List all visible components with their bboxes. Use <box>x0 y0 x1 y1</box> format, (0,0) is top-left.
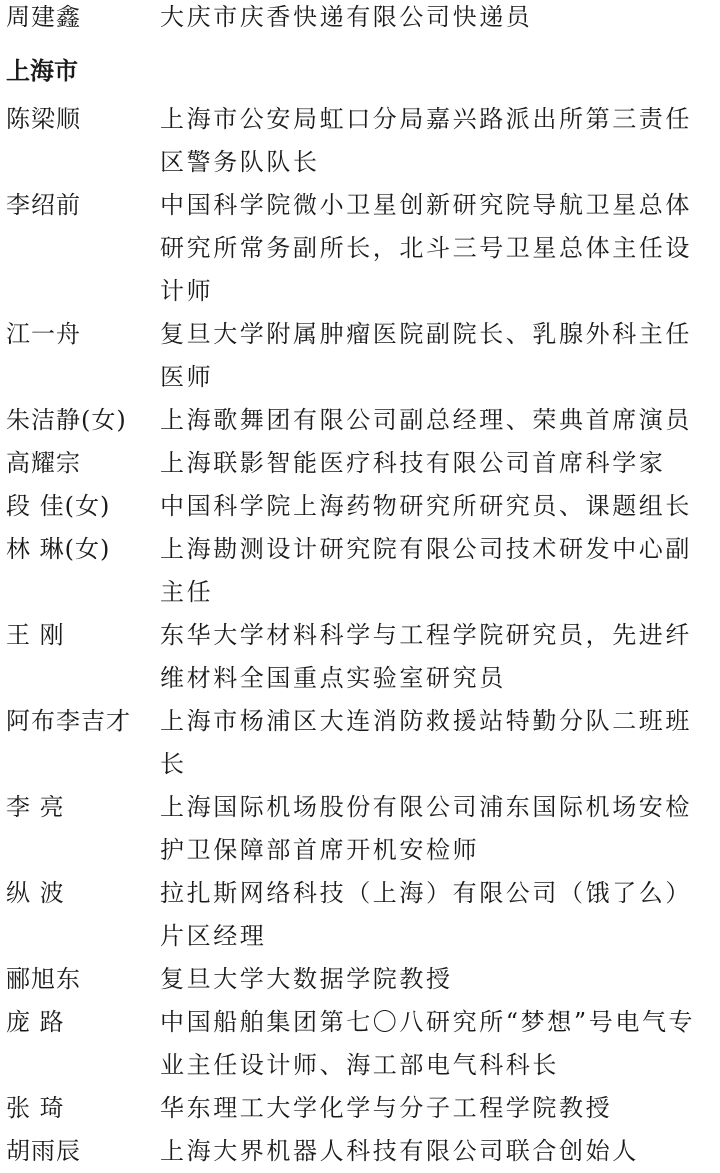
person-title: 上海市公安局虹口分局嘉兴路派出所第三责任区警务队队长 <box>160 105 692 176</box>
list-item <box>0 98 720 184</box>
person-title: 复旦大学大数据学院教授 <box>160 965 453 993</box>
list-item <box>0 184 720 313</box>
person-title: 大庆市庆香快递有限公司快递员 <box>160 3 533 31</box>
person-title: 上海联影智能医疗科技有限公司首席科学家 <box>160 449 666 477</box>
entry-list <box>0 98 720 1173</box>
person-title: 上海勘测设计研究院有限公司技术研发中心副主任 <box>160 535 692 606</box>
person-name: 陈梁顺 <box>6 105 81 133</box>
list-item <box>0 872 720 958</box>
list-item <box>0 313 720 399</box>
person-title: 拉扎斯网络科技（上海）有限公司（饿了么）片区经理 <box>160 879 692 950</box>
person-name: 朱洁静(女) <box>6 406 127 434</box>
person-title: 上海国际机场股份有限公司浦东国际机场安检护卫保障部首席开机安检师 <box>160 793 692 864</box>
list-item <box>0 1087 720 1130</box>
person-name: 林 琳(女) <box>6 535 111 563</box>
list-item <box>0 1130 720 1173</box>
person-title: 上海歌舞团有限公司副总经理、荣典首席演员 <box>160 406 692 434</box>
person-title: 东华大学材料科学与工程学院研究员，先进纤维材料全国重点实验室研究员 <box>160 621 692 692</box>
list-item <box>0 958 720 1001</box>
person-title: 中国船舶集团第七〇八研究所“梦想”号电气专业主任设计师、海工部电气科科长 <box>160 1008 696 1079</box>
list-item <box>0 442 720 485</box>
person-name: 纵 波 <box>6 879 65 907</box>
list-item <box>0 700 720 786</box>
person-title: 上海市杨浦区大连消防救援站特勤分队二班班长 <box>160 707 692 778</box>
person-name: 阿布李吉才 <box>6 707 131 735</box>
person-name: 周建鑫 <box>6 3 81 31</box>
list-item <box>0 485 720 528</box>
list-item <box>0 1001 720 1087</box>
list-item <box>0 528 720 614</box>
person-name: 胡雨辰 <box>6 1137 81 1165</box>
person-title: 华东理工大学化学与分子工程学院教授 <box>160 1094 613 1122</box>
list-item <box>0 0 720 39</box>
person-title: 复旦大学附属肿瘤医院副院长、乳腺外科主任医师 <box>160 320 692 391</box>
person-name: 张 琦 <box>6 1094 65 1122</box>
person-name: 高耀宗 <box>6 449 81 477</box>
person-title: 中国科学院微小卫星创新研究院导航卫星总体研究所常务副所长，北斗三号卫星总体主任设计师 <box>160 191 692 305</box>
person-name: 李 亮 <box>6 793 65 821</box>
list-item <box>0 399 720 442</box>
person-name: 庞 路 <box>6 1008 65 1036</box>
person-name: 郦旭东 <box>6 965 81 993</box>
person-name: 江一舟 <box>6 320 81 348</box>
list-item <box>0 614 720 700</box>
person-name: 王 刚 <box>6 621 65 649</box>
person-title: 中国科学院上海药物研究所研究员、课题组长 <box>160 492 692 520</box>
list-item <box>0 786 720 872</box>
section-heading: 上海市 <box>6 57 78 85</box>
person-name: 李绍前 <box>6 191 81 219</box>
person-title: 上海大界机器人科技有限公司联合创始人 <box>160 1137 639 1165</box>
person-name: 段 佳(女) <box>6 492 111 520</box>
